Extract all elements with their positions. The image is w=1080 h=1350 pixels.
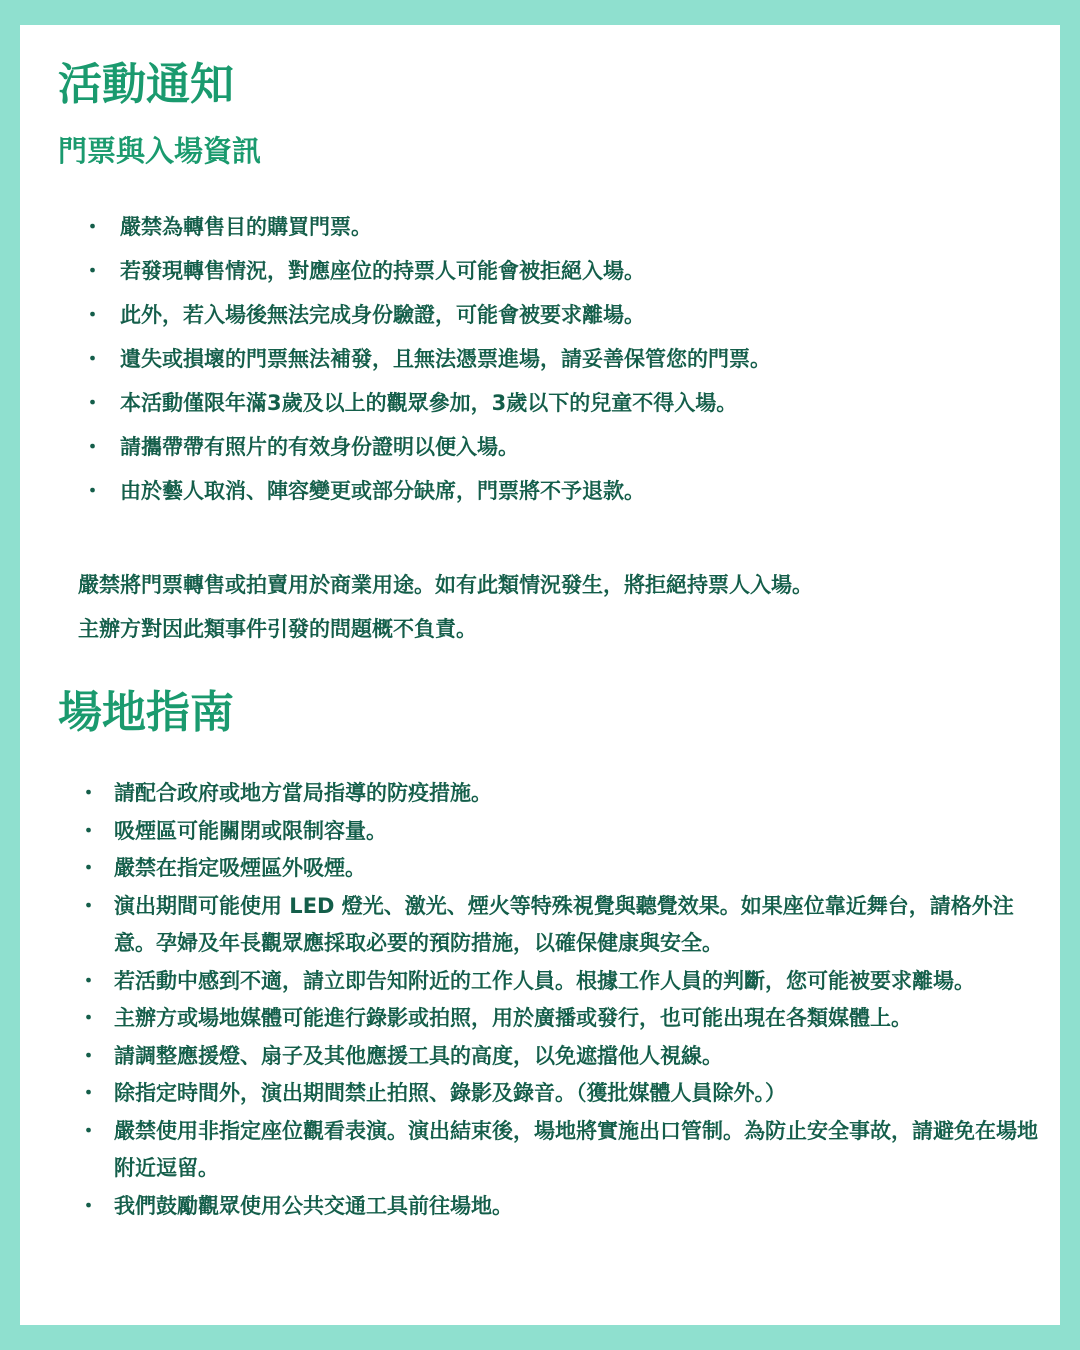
bullet-icon: ・ [82,435,103,459]
list-item-text: 請攜帶帶有照片的有效身份證明以便入場。 [120,435,519,459]
list-item [78,1038,1038,1076]
list-item [78,963,1038,1001]
resale-notice [78,563,1038,651]
list-item [78,1000,1038,1038]
bullet-icon: ・ [78,1081,99,1105]
list-item-text: 此外，若入場後無法完成身份驗證，可能會被要求離場。 [120,303,645,327]
bullet-icon: ・ [78,893,99,918]
list-item-text: 主辦方或場地媒體可能進行錄影或拍照，用於廣播或發行，也可能出現在各類媒體上。 [114,1006,912,1030]
list-item-text: 由於藝人取消、陣容變更或部分缺席，門票將不予退款。 [120,479,645,503]
list-item-text: 嚴禁為轉售目的購買門票。 [120,215,372,239]
section-subtitle-ticket-info: 門票與入場資訊 [58,134,262,168]
bullet-icon: ・ [78,1118,99,1143]
list-item-text: 若活動中感到不適，請立即告知附近的工作人員。根據工作人員的判斷，您可能被要求離場。 [114,968,975,993]
list-item [82,249,1042,293]
list-item [78,850,1038,888]
list-item-text: 本活動僅限年滿3歲及以上的觀眾參加，3歲以下的兒童不得入場。 [120,391,738,415]
section-title-event-notice: 活動通知 [58,59,234,110]
section-title-venue-guide: 場地指南 [58,687,234,738]
list-item [82,337,1042,381]
bullet-icon: ・ [78,1043,99,1068]
list-item-text: 請配合政府或地方當局指導的防疫措施。 [114,781,492,805]
list-item [82,469,1042,513]
list-item-text: 請調整應援燈、扇子及其他應援工具的高度，以免遮擋他人視線。 [114,1043,723,1068]
bullet-icon: ・ [82,303,103,327]
list-item-text: 若發現轉售情況，對應座位的持票人可能會被拒絕入場。 [120,259,645,283]
list-item [78,813,1038,851]
bullet-icon: ・ [78,1006,99,1030]
bullet-icon: ・ [78,781,99,805]
notice-line: 嚴禁將門票轉售或拍賣用於商業用途。如有此類情況發生，將拒絕持票人入場。 [78,573,813,597]
list-item-text: 我們鼓勵觀眾使用公共交通工具前往場地。 [114,1193,513,1218]
notice-line: 主辦方對因此類事件引發的問題概不負責。 [78,617,477,641]
bullet-icon: ・ [82,215,103,239]
list-item [82,205,1042,249]
list-item-text: 除指定時間外，演出期間禁止拍照、錄影及錄音。（獲批媒體人員除外。） [114,1081,786,1105]
list-item [82,293,1042,337]
bullet-icon: ・ [82,259,103,283]
content-card [20,25,1060,1325]
list-item [82,425,1042,469]
list-item [82,381,1042,425]
bullet-icon: ・ [82,347,103,371]
list-item-text: 嚴禁在指定吸煙區外吸煙。 [114,856,366,880]
list-item-text: 吸煙區可能關閉或限制容量。 [114,818,387,843]
list-item [78,1188,1038,1226]
ticket-rules-list [82,205,1042,513]
list-item [78,1075,1038,1113]
bullet-icon: ・ [82,479,103,503]
bullet-icon: ・ [78,968,99,993]
list-item-text: 嚴禁使用非指定座位觀看表演。演出結束後，場地將實施出口管制。為防止安全事故，請避免在場地附近逗留。 [114,1118,1038,1180]
list-item [78,1113,1038,1188]
venue-guide-list [78,775,1038,1225]
list-item [78,775,1038,813]
list-item-text: 遺失或損壞的門票無法補發，且無法憑票進場，請妥善保管您的門票。 [120,347,771,371]
list-item [78,888,1038,963]
bullet-icon: ・ [78,818,99,843]
list-item-text: 演出期間可能使用 LED 燈光、激光、煙火等特殊視覺與聽覺效果。如果座位靠近舞台，請格外注意。孕婦及年長觀眾應採取必要的預防措施，以確保健康與安全。 [114,893,1014,955]
bullet-icon: ・ [82,391,103,415]
bullet-icon: ・ [78,1193,99,1218]
bullet-icon: ・ [78,856,99,880]
